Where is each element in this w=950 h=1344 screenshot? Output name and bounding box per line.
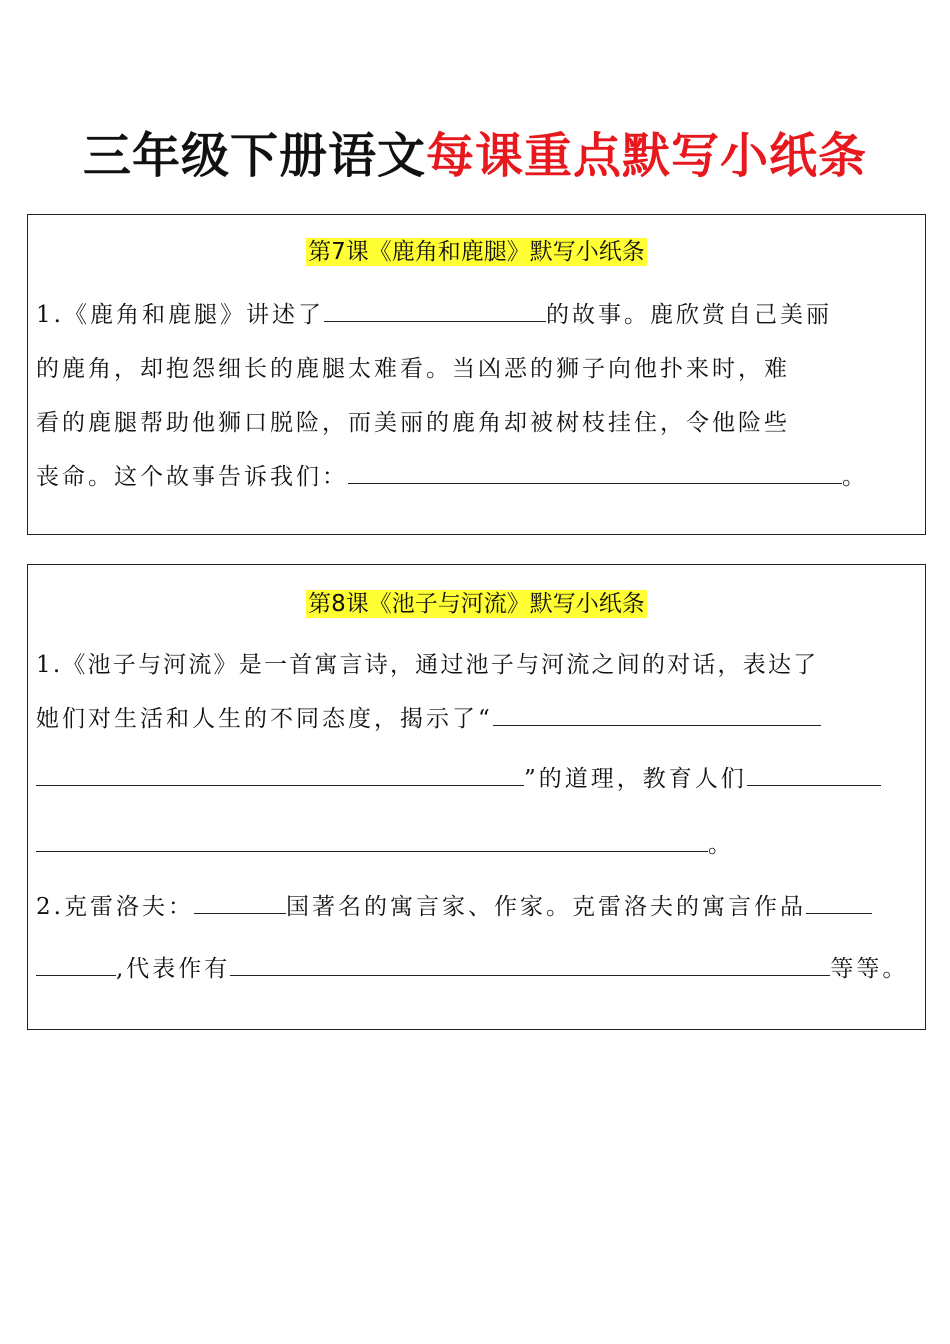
answer-blank[interactable] <box>36 953 116 976</box>
lesson7-line-4 <box>36 461 868 493</box>
lesson7-line-1-text-a: 1.《鹿角和鹿腿》讲述了 <box>36 302 324 328</box>
lesson8-line-6-text-a: ,代表作有 <box>116 956 231 982</box>
lesson7-heading <box>28 237 925 267</box>
lesson8-line-2 <box>36 703 821 735</box>
lesson8-card <box>27 564 926 1030</box>
lesson7-line-4-text-a: 丧命。这个故事告诉我们： <box>36 464 348 490</box>
answer-blank[interactable] <box>36 763 524 786</box>
lesson8-line-6 <box>36 953 908 985</box>
lesson7-heading-text: 第7课《鹿角和鹿腿》默写小纸条 <box>308 239 645 265</box>
lesson7-line-3: 看的鹿腿帮助他狮口脱险，而美丽的鹿角却被树枝挂住，令他险些 <box>36 410 790 436</box>
answer-blank[interactable] <box>348 461 842 484</box>
lesson8-line-4-text-end: 。 <box>708 832 734 858</box>
lesson8-line-3 <box>36 763 881 795</box>
lesson7-line-1-text-b: 的故事。鹿欣赏自己美丽 <box>545 302 832 328</box>
lesson8-line-5-text-a: 2.克雷洛夫： <box>36 894 194 920</box>
lesson8-heading <box>28 589 925 619</box>
lesson8-line-3-text-a: ”的道理，教育人们 <box>524 766 747 792</box>
answer-blank[interactable] <box>36 829 708 852</box>
lesson8-line-5-text-b: 国著名的寓言家、作家。克雷洛夫的寓言作品 <box>285 894 806 920</box>
page-title <box>0 124 950 188</box>
answer-blank[interactable] <box>194 891 286 914</box>
lesson8-heading-text: 第8课《池子与河流》默写小纸条 <box>308 591 645 617</box>
answer-blank[interactable] <box>747 763 881 786</box>
answer-blank[interactable] <box>493 703 821 726</box>
page-title-red: 每课重点默写小纸条 <box>426 128 868 184</box>
lesson7-card <box>27 214 926 535</box>
lesson8-line-6-text-b: 等等。 <box>830 956 909 982</box>
answer-blank[interactable] <box>230 953 830 976</box>
lesson8-line-5 <box>36 891 872 923</box>
lesson7-line-2: 的鹿角，却抱怨细长的鹿腿太难看。当凶恶的狮子向他扑来时，难 <box>36 356 790 382</box>
lesson7-line-4-text-b: 。 <box>842 464 868 490</box>
lesson8-line-4 <box>36 829 734 861</box>
lesson7-line-1 <box>36 299 832 331</box>
answer-blank[interactable] <box>324 299 546 322</box>
page-title-black: 三年级下册语文 <box>82 128 426 184</box>
lesson8-line-2-text-a: 她们对生活和人生的不同态度，揭示了“ <box>36 706 493 732</box>
lesson8-line-1: 1.《池子与河流》是一首寓言诗，通过池子与河流之间的对话，表达了 <box>36 652 819 678</box>
answer-blank[interactable] <box>806 891 872 914</box>
